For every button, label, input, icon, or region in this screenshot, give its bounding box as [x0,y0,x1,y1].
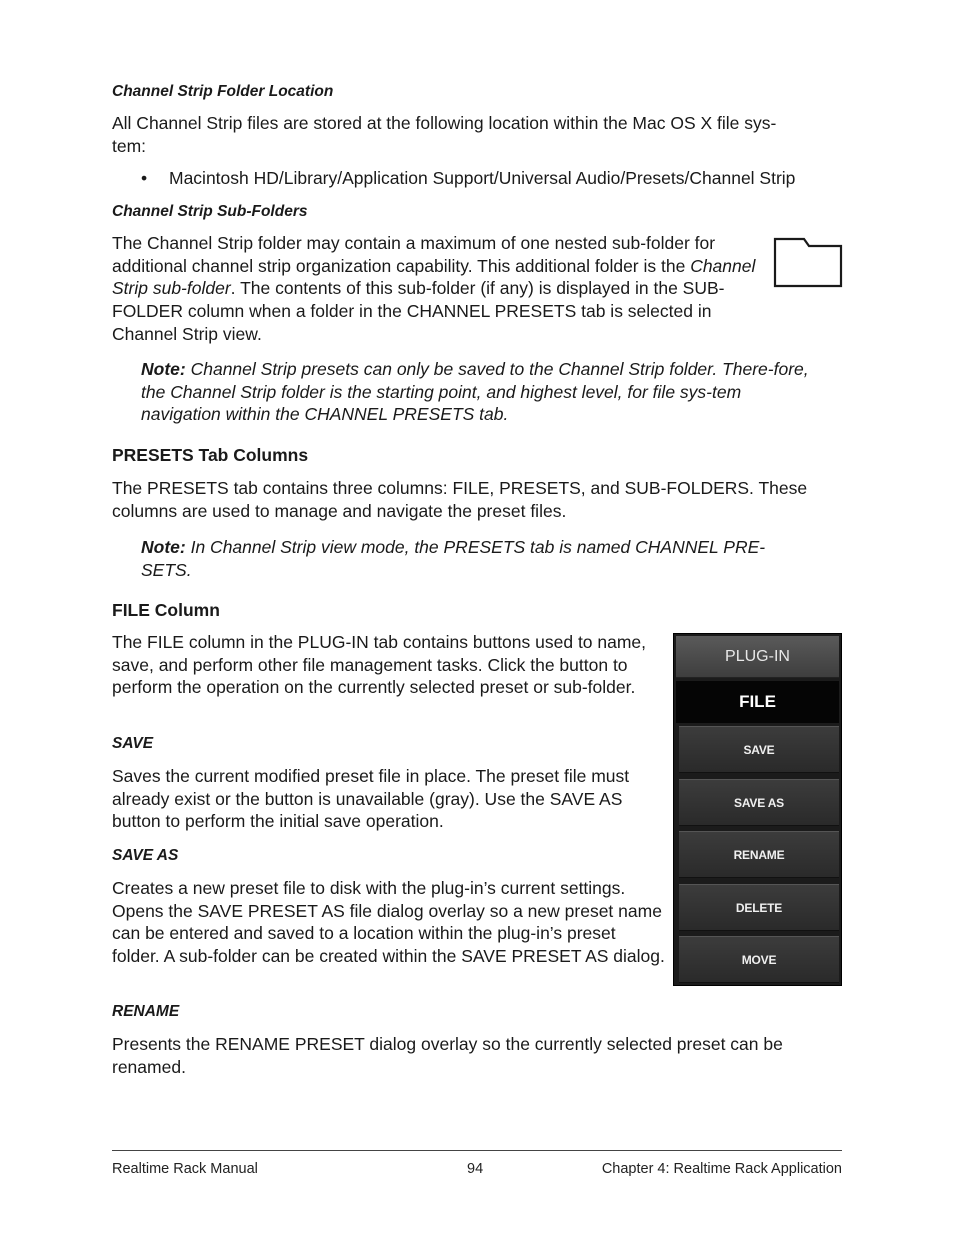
folder-path-item: • Macintosh HD/Library/Application Support/Universal Audio/Presets/Channel Strip [112,167,842,190]
delete-button[interactable]: DELETE [679,884,839,931]
move-button[interactable]: MOVE [679,936,839,983]
sub-folders-text-1: The Channel Strip folder may contain a maximum of one nested sub-folder for additional channel strip organization capability. This additional folder is the [112,233,716,276]
footer-chapter: Chapter 4: Realtime Rack Application [601,1161,842,1177]
sub-folders-text-2: . The contents of this sub-folder (if any) is displayed in the SUB-FOLDER column when a folder in the CHANNEL PRESETS tab is selected in Channel Strip view. [112,278,725,344]
heading-file-column: FILE Column [112,600,220,620]
footer-divider [112,1150,842,1151]
note-channel-strip [141,358,811,426]
folder-location-line-1: All Channel Strip files are stored at the following location within the Mac OS X file sys- [112,113,777,133]
note-presets-tab [141,536,811,581]
save-as-button[interactable]: SAVE AS [679,779,839,826]
rename-paragraph: Presents the RENAME PRESET dialog overlay so the currently selected preset can be renamed. [112,1034,783,1077]
sub-folders-italic-term: Channel Strip sub-folder [112,255,756,299]
note-label: Note: [141,537,186,557]
heading-sub-folders: Channel Strip Sub-Folders [112,203,308,220]
heading-presets-tab-columns: PRESETS Tab Columns [112,445,309,465]
file-column-header: FILE [676,681,839,723]
sub-folders-paragraph [112,232,757,346]
save-as-paragraph: Creates a new preset file to disk with the plug-in’s current settings. Opens the SAVE PRESET AS file dialog overlay so a new preset name can be entered and saved to a location within the plug-in’s preset folder. A sub-folder can be created within the SAVE PRESET AS dialog. [112,878,665,967]
footer-manual-title: Realtime Rack Manual [112,1161,258,1177]
folder-location-paragraph [112,112,842,157]
heading-save-as: SAVE AS [112,847,179,864]
folder-location-line-2: tem: [112,135,147,156]
note-label: Note: [141,359,186,379]
folder-path-list [112,167,842,190]
tab-plug-in[interactable]: PLUG-IN [676,636,839,678]
rename-button[interactable]: RENAME [679,831,839,878]
presets-tab-paragraph: The PRESETS tab contains three columns: FILE, PRESETS, and SUB-FOLDERS. These columns are used to manage and navigate the preset files. [112,478,808,521]
heading-folder-location: Channel Strip Folder Location [112,83,334,100]
save-button[interactable]: SAVE [679,726,839,773]
footer-page-number: 94 [467,1161,484,1177]
file-column-paragraph: The FILE column in the PLUG-IN tab contains buttons used to name, save, and perform other file management tasks. Click the button to perform the operation on the currently selected preset or sub-folder. [112,632,647,698]
note-text: Channel Strip presets can only be saved to the Channel Strip folder. There-fore, the Channel Strip folder is the starting point, and highest level, for file sys-tem navigation within the CHANNEL PRESETS tab. [141,359,809,425]
plugin-file-panel [673,633,842,986]
folder-icon [773,236,843,288]
heading-rename: RENAME [112,1003,180,1020]
note-text: In Channel Strip view mode, the PRESETS tab is named CHANNEL PRE-SETS. [141,537,766,580]
heading-save: SAVE [112,735,154,752]
save-paragraph: Saves the current modified preset file in place. The preset file must already exist or the button is unavailable (gray). Use the SAVE AS button to perform the initial save operation. [112,766,630,832]
